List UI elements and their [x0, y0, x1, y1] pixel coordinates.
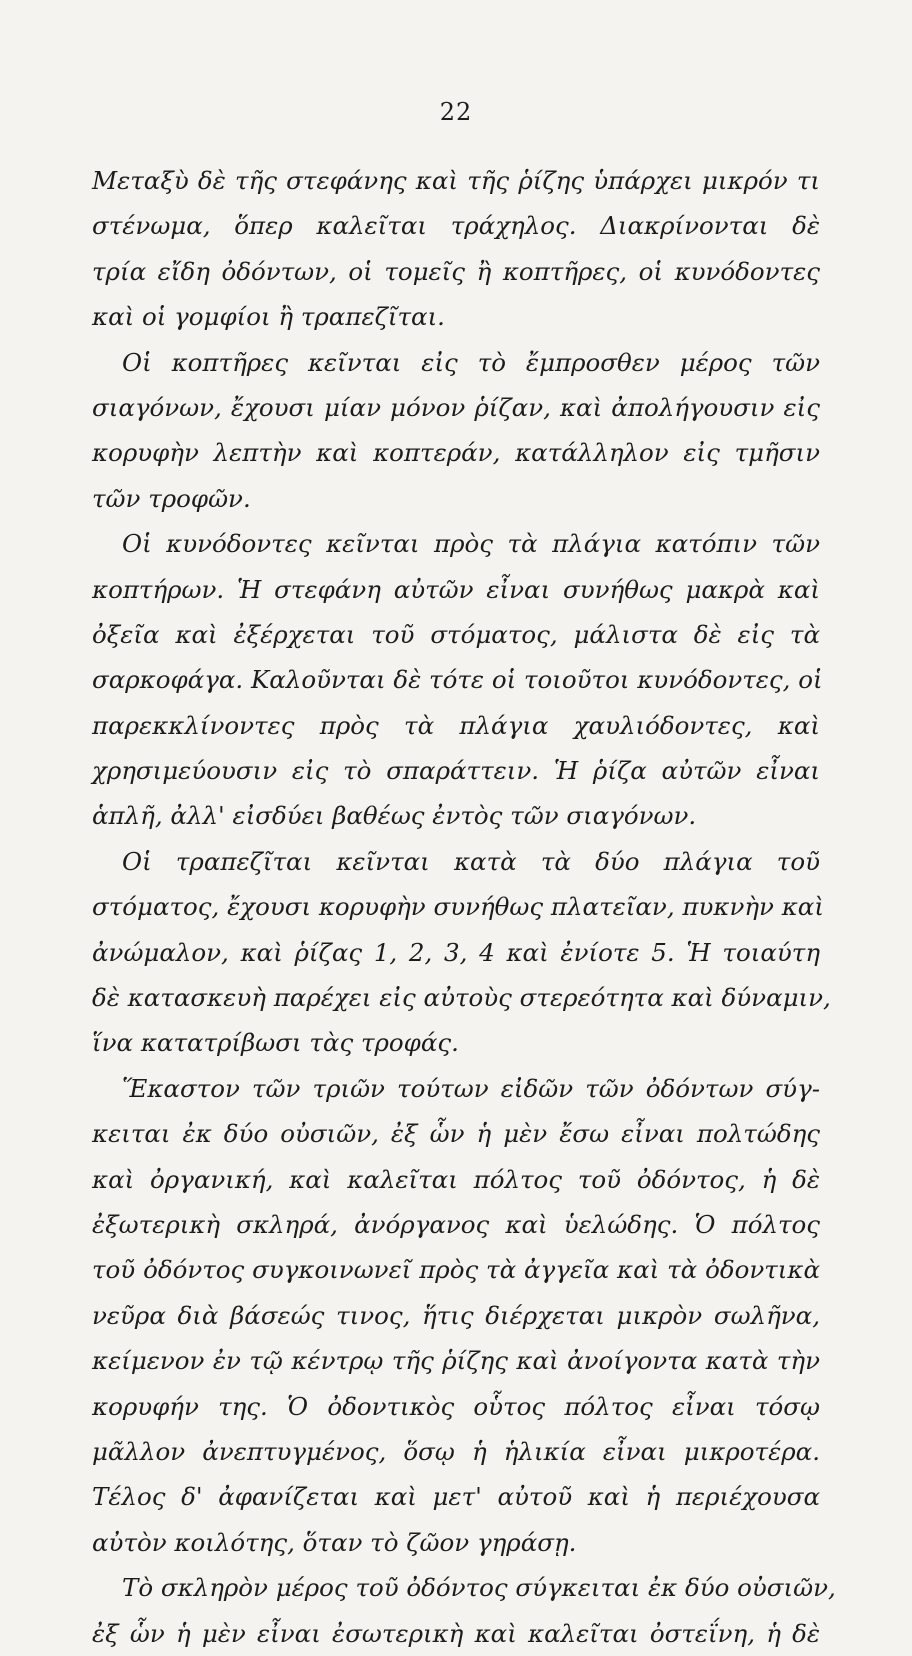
paragraph-3 [92, 521, 823, 839]
text-line: δὲ κατασκευὴ παρέχει εἰς αὐτοὺς στερεότητα καὶ δύναμιν, [92, 983, 831, 1013]
text-line: σαρκοφάγα. Καλοῦνται δὲ τότε οἱ τοιοῦτοι κυνόδοντες, οἱ [92, 665, 823, 695]
text-line: καὶ οἱ γομφίοι ἢ τραπεζῖται. [92, 302, 445, 332]
text-line: ἐξωτερικὴ σκληρά, ἀνόργανος καὶ ὑελώδης. Ὁ πόλτος [92, 1209, 820, 1239]
text-line: κοπτήρων. Ἡ στεφάνη αὐτῶν εἶναι συνήθως μακρὰ καὶ [92, 574, 820, 604]
text-line: τῶν τροφῶν. [92, 483, 251, 513]
text-line: Μεταξὺ δὲ τῆς στεφάνης καὶ τῆς ῥίζης ὑπάρχει μικρόν τι [92, 166, 820, 195]
text-line: ἁπλῆ, ἀλλ' εἰσδύει βαθέως ἐντὸς τῶν σιαγόνων. [92, 801, 697, 831]
text-line: κορυφήν της. Ὁ ὀδοντικὸς οὗτος πόλτος εἶναι τόσῳ [92, 1391, 820, 1421]
page-number: 22 [439, 98, 473, 126]
text-line: Οἱ τραπεζῖται κεῖνται κατὰ τὰ δύο πλάγια τοῦ [122, 846, 820, 876]
text-line: Ἕκαστον τῶν τριῶν τούτων εἰδῶν τῶν ὀδόντων σύγ- [122, 1073, 820, 1103]
text-line: αὐτὸν κοιλότης, ὅταν τὸ ζῶον γηράσῃ. [92, 1527, 577, 1557]
text-line: Τὸ σκληρὸν μέρος τοῦ ὀδόντος σύγκειται ἐκ δύο οὐσιῶν, [122, 1573, 836, 1603]
text-line: παρεκκλίνοντες πρὸς τὰ πλάγια χαυλιόδοντες, καὶ [92, 710, 820, 740]
paragraph-6 [92, 1565, 836, 1656]
text-line: σιαγόνων, ἔχουσι μίαν μόνον ῥίζαν, καὶ ἀπολήγουσιν εἰς [92, 392, 820, 422]
text-line: ἐξ ὧν ἡ μὲν εἶναι ἐσωτερικὴ καὶ καλεῖται ὀστεΐνη, ἡ δὲ [92, 1618, 820, 1648]
paragraph-5 [92, 1066, 820, 1565]
paragraph-4 [92, 839, 831, 1066]
paragraph-2 [92, 340, 820, 522]
text-line: Τέλος δ' ἀφανίζεται καὶ μετ' αὐτοῦ καὶ ἡ περιέχουσα [92, 1482, 820, 1512]
text-line: καὶ ὀργανική, καὶ καλεῖται πόλτος τοῦ ὀδόντος, ἡ δὲ [92, 1164, 820, 1194]
text-line: νεῦρα διὰ βάσεώς τινος, ἥτις διέρχεται μικρὸν σωλῆνα, [92, 1300, 820, 1330]
text-line: Οἱ κυνόδοντες κεῖνται πρὸς τὰ πλάγια κατόπιν τῶν [122, 529, 820, 559]
text-body [92, 158, 836, 1656]
text-line: στόματος, ἔχουσι κορυφὴν συνήθως πλατεῖαν, πυκνὴν καὶ [92, 892, 824, 922]
text-line: κείμενον ἐν τῷ κέντρῳ τῆς ῥίζης καὶ ἀνοίγοντα κατὰ τὴν [92, 1346, 820, 1376]
text-line: κειται ἐκ δύο οὐσιῶν, ἐξ ὧν ἡ μὲν ἔσω εἶναι πολτώδης [92, 1119, 820, 1149]
text-line: ἵνα κατατρίβωσι τὰς τροφάς. [92, 1028, 459, 1058]
text-line: κορυφὴν λεπτὴν καὶ κοπτεράν, κατάλληλον εἰς τμῆσιν [92, 438, 820, 468]
text-line: Οἱ κοπτῆρες κεῖνται εἰς τὸ ἔμπροσθεν μέρος τῶν [122, 347, 820, 377]
text-line: μᾶλλον ἀνεπτυγμένος, ὅσῳ ἡ ἡλικία εἶναι μικροτέρα. [92, 1436, 820, 1466]
text-line: ὀξεῖα καὶ ἐξέρχεται τοῦ στόματος, μάλιστα δὲ εἰς τὰ [92, 619, 820, 649]
paragraph-1 [92, 158, 820, 340]
text-line: τρία εἴδη ὀδόντων, οἱ τομεῖς ἢ κοπτῆρες, οἱ κυνόδοντες [92, 256, 820, 286]
text-line: τοῦ ὀδόντος συγκοινωνεῖ πρὸς τὰ ἀγγεῖα καὶ τὰ ὀδοντικὰ [92, 1255, 820, 1285]
text-line: στένωμα, ὅπερ καλεῖται τράχηλος. Διακρίνονται δὲ [92, 211, 820, 241]
text-line: χρησιμεύουσιν εἰς τὸ σπαράττειν. Ἡ ῥίζα αὐτῶν εἶναι [92, 756, 820, 786]
text-line: ἀνώμαλον, καὶ ῥίζας 1, 2, 3, 4 καὶ ἐνίοτε 5. Ἡ τοιαύτη [92, 937, 820, 967]
